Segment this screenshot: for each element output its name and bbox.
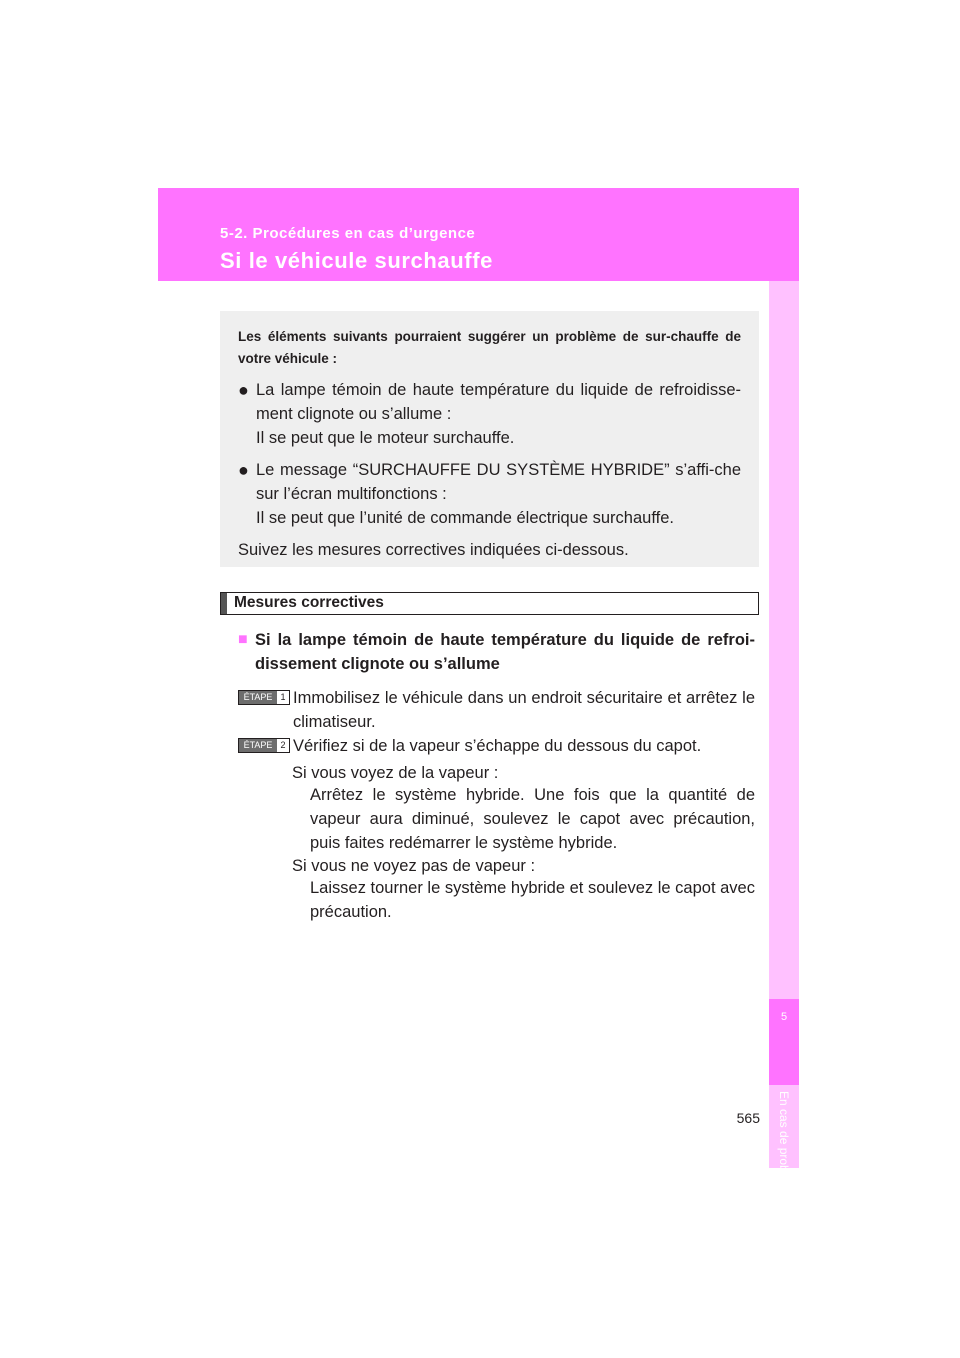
step-text: Vérifiez si de la vapeur s’échappe du dessous du capot. <box>293 737 702 755</box>
chapter-title-vertical <box>769 1091 799 1241</box>
step-1 <box>238 686 755 734</box>
page-title: Si le véhicule surchauffe <box>220 248 493 273</box>
section-label: 5-2. Procédures en cas d’urgence <box>220 225 476 242</box>
step-badge <box>238 690 290 705</box>
heading-accent-bar <box>221 593 227 614</box>
step-2 <box>238 734 755 758</box>
step-badge-number: 2 <box>280 740 286 750</box>
info-closing: Suivez les mesures correctives indiquées ci-dessous. <box>238 541 629 559</box>
bullet-dot-icon: ● <box>238 380 249 400</box>
step-badge <box>238 738 290 753</box>
info-bullet-hybrid-message <box>238 458 741 530</box>
step-badge-label: ÉTAPE <box>239 739 277 752</box>
heading-text: Mesures correctives <box>234 594 384 611</box>
bullet-text: La lampe témoin de haute température du liquide de refroidisse-ment clignote ou s’allume : <box>256 381 741 423</box>
condition-heading <box>238 628 755 676</box>
corrective-measures-heading <box>220 592 759 615</box>
info-intro: Les éléments suivants pourraient suggérer un problème de sur-chauffe de votre véhicule : <box>238 329 741 366</box>
square-bullet-icon: ■ <box>238 631 248 648</box>
case-no-steam-action: Laissez tourner le système hybride et soulevez le capot avec précaution. <box>310 879 755 921</box>
chapter-side-tab[interactable] <box>769 281 799 1198</box>
case-steam-visible-action: Arrêtez le système hybride. Une fois que la quantité de vapeur aura diminué, soulevez le capot avec précaution, puis faites redémarrer le système hybride. <box>310 786 755 852</box>
overheat-info-box <box>220 311 759 567</box>
condition-text: Si la lampe témoin de haute température du liquide de refroi-dissement clignote ou s’allume <box>255 631 755 673</box>
info-bullet-coolant-lamp <box>238 378 741 450</box>
bullet-subtext: Il se peut que l’unité de commande électrique surchauffe. <box>256 509 674 527</box>
bullet-subtext: Il se peut que le moteur surchauffe. <box>256 429 515 447</box>
step-text: Immobilisez le véhicule dans un endroit sécuritaire et arrêtez le climatiseur. <box>293 689 755 731</box>
page-number: 565 <box>736 1110 760 1126</box>
bullet-text: Le message “SURCHAUFFE DU SYSTÈME HYBRIDE” s’affi-che sur l’écran multifonctions : <box>256 461 741 503</box>
case-no-steam: Si vous ne voyez pas de vapeur : <box>292 857 536 875</box>
bullet-dot-icon: ● <box>238 460 249 480</box>
chapter-title: En cas de problème <box>777 1091 791 1198</box>
chapter-number: 5 <box>769 999 799 1085</box>
case-steam-visible: Si vous voyez de la vapeur : <box>292 764 499 782</box>
step-badge-label: ÉTAPE <box>239 691 277 704</box>
step-badge-number: 1 <box>280 692 286 702</box>
chapter-header <box>158 188 799 281</box>
